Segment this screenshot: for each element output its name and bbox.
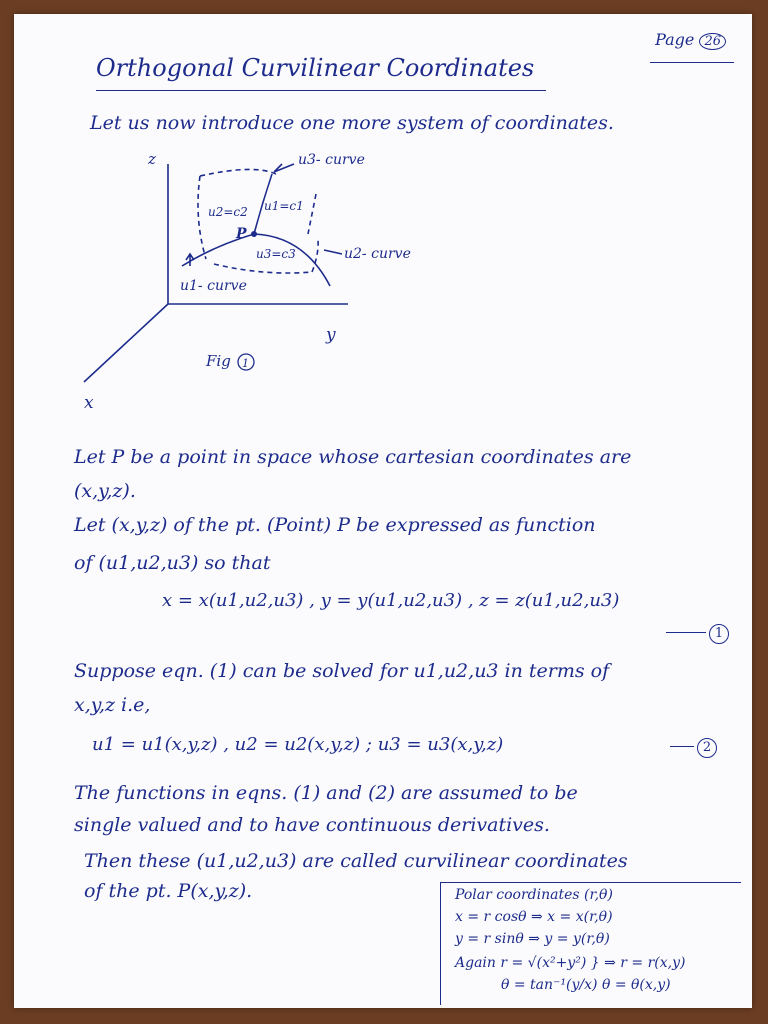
u1-curve-label: u1- curve bbox=[180, 278, 247, 294]
equation-2-tag: 2 bbox=[670, 734, 717, 758]
u2-curve-label: u2- curve bbox=[344, 246, 411, 262]
u2-arrow bbox=[324, 250, 342, 254]
y-axis-label: y bbox=[326, 325, 336, 345]
equation-1: x = x(u1,u2,u3) , y = y(u1,u2,u3) , z = z(u1,u2,u3) bbox=[162, 590, 620, 611]
x-axis-label: x bbox=[84, 393, 94, 413]
body-line-3: Let (x,y,z) of the pt. (Point) P be expressed as function bbox=[74, 514, 596, 536]
polar-coordinates-note bbox=[440, 882, 741, 1005]
surface-top-dashed bbox=[200, 169, 276, 176]
surface-u3-label: u3=c3 bbox=[256, 247, 296, 261]
figure-caption: Fig bbox=[206, 352, 231, 370]
u3-arrow bbox=[274, 164, 294, 172]
polar-note-line-5: θ = tan⁻¹(y/x) θ = θ(x,y) bbox=[501, 977, 671, 993]
body-line-5: Suppose eqn. (1) can be solved for u1,u2,u3 in terms of bbox=[74, 660, 610, 682]
polar-note-line-4: Again r = √(x²+y²) } ⇒ r = r(x,y) bbox=[455, 955, 686, 971]
page-label: Page bbox=[655, 30, 695, 49]
body-line-7: The functions in eqns. (1) and (2) are assumed to be bbox=[74, 782, 578, 804]
body-line-2: (x,y,z). bbox=[74, 480, 136, 502]
page-number-value: 26 bbox=[699, 33, 726, 50]
equation-1-tag: 1 bbox=[666, 620, 729, 644]
equation-2: u1 = u1(x,y,z) , u2 = u2(x,y,z) ; u3 = u3(x,y,z) bbox=[92, 734, 504, 755]
point-p-dot bbox=[251, 231, 257, 237]
body-line-4: of (u1,u2,u3) so that bbox=[74, 552, 271, 574]
polar-note-line-3: y = r sinθ ⇒ y = y(r,θ) bbox=[455, 931, 610, 947]
body-line-10: of the pt. P(x,y,z). bbox=[84, 880, 253, 902]
page-title: Orthogonal Curvilinear Coordinates bbox=[96, 54, 535, 82]
notebook-page bbox=[14, 14, 752, 1008]
body-line-1: Let P be a point in space whose cartesian coordinates are bbox=[74, 446, 632, 468]
polar-note-line-1: Polar coordinates (r,θ) bbox=[455, 887, 613, 903]
surface-u1-label: u1=c1 bbox=[264, 199, 304, 213]
body-line-6: x,y,z i.e, bbox=[74, 694, 151, 716]
body-line-8: single valued and to have continuous derivatives. bbox=[74, 814, 550, 836]
surface-u2-label: u2=c2 bbox=[208, 205, 248, 219]
intro-text: Let us now introduce one more system of coordinates. bbox=[90, 112, 614, 134]
body-line-9: Then these (u1,u2,u3) are called curvilinear coordinates bbox=[84, 850, 628, 872]
x-axis bbox=[84, 304, 168, 382]
surface-u2-dashed bbox=[198, 176, 206, 259]
surface-u1-dashed bbox=[308, 194, 316, 234]
z-axis-label: z bbox=[148, 150, 156, 168]
u3-curve-label: u3- curve bbox=[298, 152, 365, 168]
figure-number: 1 bbox=[242, 357, 249, 370]
point-p-label: P bbox=[236, 226, 247, 242]
polar-note-line-2: x = r cosθ ⇒ x = x(r,θ) bbox=[455, 909, 613, 925]
surface-u3-dashed bbox=[214, 264, 312, 273]
